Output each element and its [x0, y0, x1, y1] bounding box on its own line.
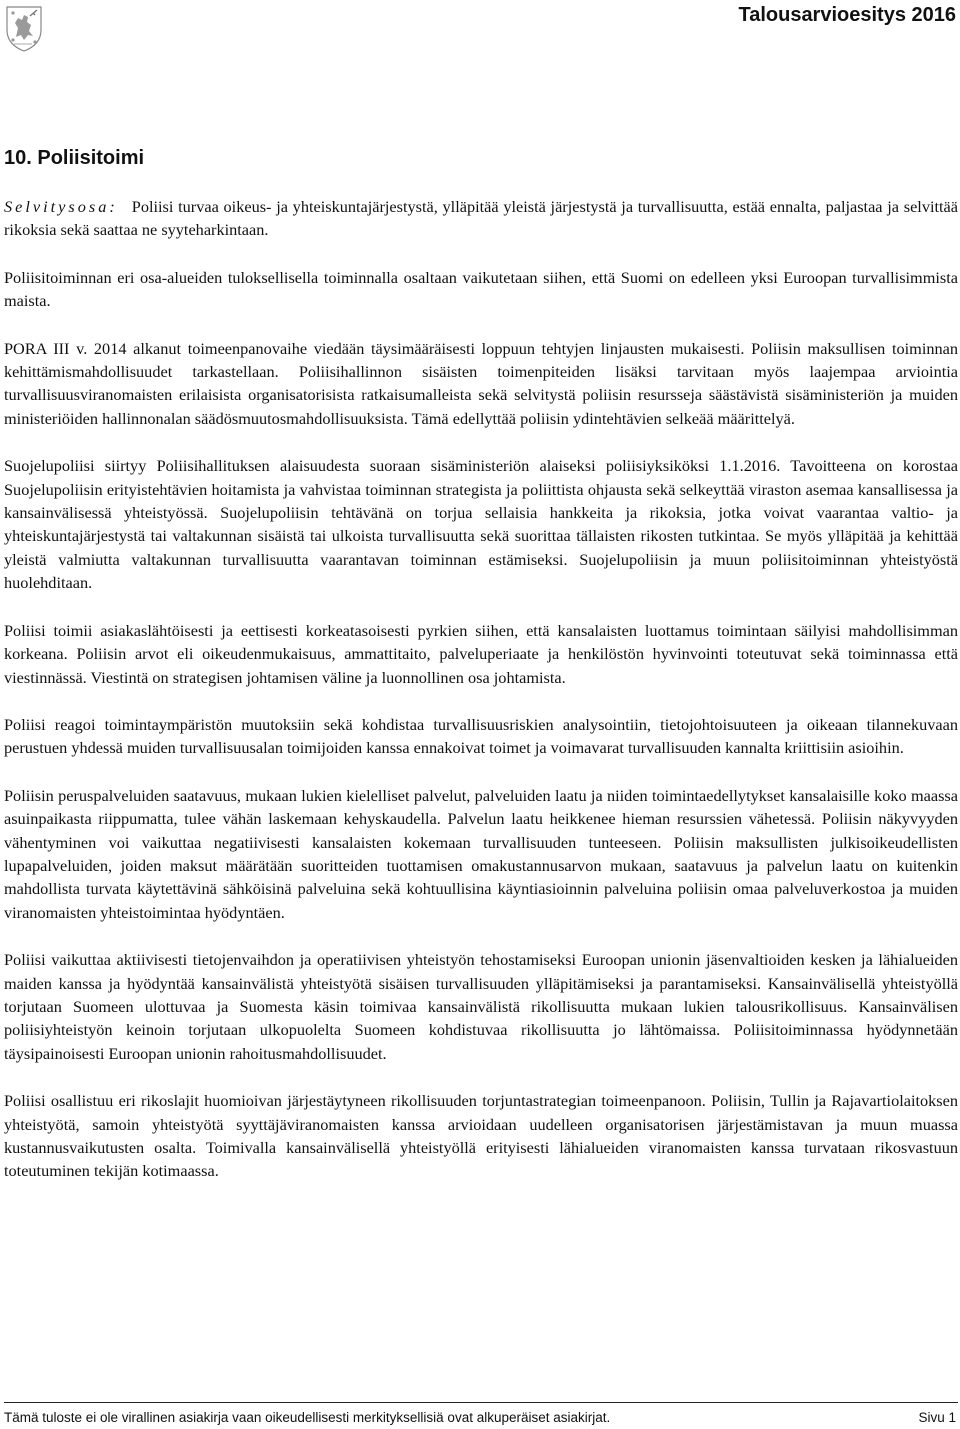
footer-disclaimer: Tämä tuloste ei ole virallinen asiakirja vaan oikeudellisesti merkityksellisiä ovat alkuperäiset asiakirjat.	[4, 1410, 611, 1425]
selvitysosa-label: Selvitysosa:	[4, 197, 118, 216]
paragraph: Poliisitoiminnan eri osa-alueiden tuloksellisella toiminnalla osaltaan vaikutetaan siihen, että Suomi on edelleen yksi Euroopan turvallisimmista maista.	[4, 267, 958, 311]
page-number: Sivu 1	[918, 1410, 956, 1425]
document-body	[4, 195, 958, 1207]
paragraph: Poliisi vaikuttaa aktiivisesti tietojenvaihdon ja operatiivisen yhteistyön tehostamiseksi Euroopan unionin jäsenvaltioiden kesken ja lähialueiden maiden kanssa ja hyödyntää kansainvälistä yhteistyötä sisäisen turvallisuuden ylläpitämiseksi ja parantamiseksi. Kansainvälisellä yhteistyöllä torjutaan Suomeen ulottuvaa ja Suomesta käsin toimivaa kansainvälistä rikollisuutta mukaan lukien talousrikollisuus. Kansainvälisen poliisiyhteistyön keinoin torjutaan ulkopuolelta Suomeen kohdistuvaa rikollisuutta jo lähtömaissa. Poliisitoiminnassa hyödynnetään täysipainoisesti Euroopan unionin rahoitusmahdollisuudet.	[4, 950, 958, 1063]
section-heading: 10. Poliisitoimi	[4, 147, 145, 169]
coat-of-arms-logo	[4, 4, 44, 52]
paragraph-text: Poliisi turvaa oikeus- ja yhteiskuntajärjestystä, ylläpitää yleistä järjestystä ja turvallisuutta, estää ennalta, paljastaa ja selvittää rikoksia sekä saattaa ne syyteharkintaan.	[4, 197, 958, 240]
paragraph: Poliisin peruspalveluiden saatavuus, mukaan lukien kielelliset palvelut, palveluiden laatu ja niiden toimintaedellytykset kansalaisille koko maassa asuinpaikasta riippumatta, tulee vähän laskemaan kehyskaudella. Palvelun laatu heikkenee hieman resurssien vähetessä. Poliisin näkyvyyden vähentyminen voi vaikuttaa negatiivisesti kansalaisten kokemaan turvallisuuden tunteeseen. Poliisin maksullisten julkisoikeudellisten lupapalveluiden, joiden maksut määrätään suoritteiden tuottamisen omakustannusarvon mukaan, saatavuus ja palvelun laatu on kuitenkin mahdollista turvata käytettävinä sähköisinä palveluina sekä kohtuullisina käyntiasioinnin palveluina poliisin omaa palveluverkostoa ja muiden viranomaisten yhteistoimintaa hyödyntäen.	[4, 785, 958, 922]
paragraph-selvitysosa	[4, 195, 958, 242]
paragraph: Poliisi reagoi toimintaympäristön muutoksiin sekä kohdistaa turvallisuusriskien analysointiin, tietojohtoisuuteen ja oikeaan tilannekuvaan perustuen yhdessä muiden turvallisuusalan toimijoiden kanssa ennakoivat toimet ja voimavarat turvallisuuden kannalta kriittisiin asioihin.	[4, 714, 958, 758]
paragraph: Suojelupoliisi siirtyy Poliisihallituksen alaisuudesta suoraan sisäministeriön alaiseksi poliisiyksiköksi 1.1.2016. Tavoitteena on korostaa Suojelupoliisin erityistehtävien hoitamista ja vahvistaa toiminnan strategista ja poliittista ohjausta sekä selkeyttää viraston asemaa kansallisessa ja kansainvälisessä yhteistyössä. Suojelupoliisin tehtävänä on torjua sellaisia hankkeita ja rikoksia, jotka voivat vaarantaa valtio- ja yhteiskuntajärjestystä tai valtakunnan sisäistä tai ulkoista turvallisuutta sekä suorittaa tällaisten rikosten tutkintaa. Se myös ylläpitää ja kehittää yleistä valmiutta valtakunnan turvallisuutta vaarantavan toiminnan estämiseksi. Suojelupoliisin ja muun poliisitoiminnan yhteistyöstä huolehditaan.	[4, 456, 958, 593]
footer-divider	[4, 1402, 958, 1403]
paragraph: Poliisi osallistuu eri rikoslajit huomioivan järjestäytyneen rikollisuuden torjuntastrategian toimeenpanoon. Poliisin, Tullin ja Rajavartiolaitoksen yhteistyötä, samoin yhteistyötä syyttäjäviranomaisten kanssa arvioidaan uudelleen organisatorisen järjestämistavan ja muun muassa kustannusvaikutusten osalta. Toimivalla kansainvälisellä yhteistyöllä erityisesti lähialueiden viranomaisten kanssa turvataan rikosvastuun toteutuminen tekijän kotimaassa.	[4, 1091, 958, 1181]
paragraph: Poliisi toimii asiakaslähtöisesti ja eettisesti korkeatasoisesti pyrkien siihen, että kansalaisten luottamus toimintaan säilyisi mahdollisimman korkeana. Poliisin arvot eli oikeudenmukaisuus, ammattitaito, palveluperiaate ja henkilöstön hyvinvointi toteutuvat sekä toiminnassa että viestinnässä. Viestintä on strategisen johtamisen väline ja luonnollinen osa johtamista.	[4, 620, 958, 687]
paragraph: PORA III v. 2014 alkanut toimeenpanovaihe viedään täysimääräisesti loppuun tehtyjen linjausten mukaisesti. Poliisin maksullisen toiminnan kehittämismahdollisuudet tarkastellaan. Poliisihallinnon sisäisten toimenpiteiden lisäksi tarvitaan myös laajempaa arviointia turvallisuusviranomaisten erilaisista organisatorisista ratkaisumalleista sekä selvitystä poliisin resursseja säästävistä sisäministeriön ja muiden ministeriöiden hallinnonalan säädösmuutosmahdollisuuksista. Tämä edellyttää poliisin ydintehtävien selkeää määrittelyä.	[4, 338, 958, 428]
lion-icon	[4, 4, 44, 52]
document-header-title: Talousarvioesitys 2016	[738, 4, 956, 26]
